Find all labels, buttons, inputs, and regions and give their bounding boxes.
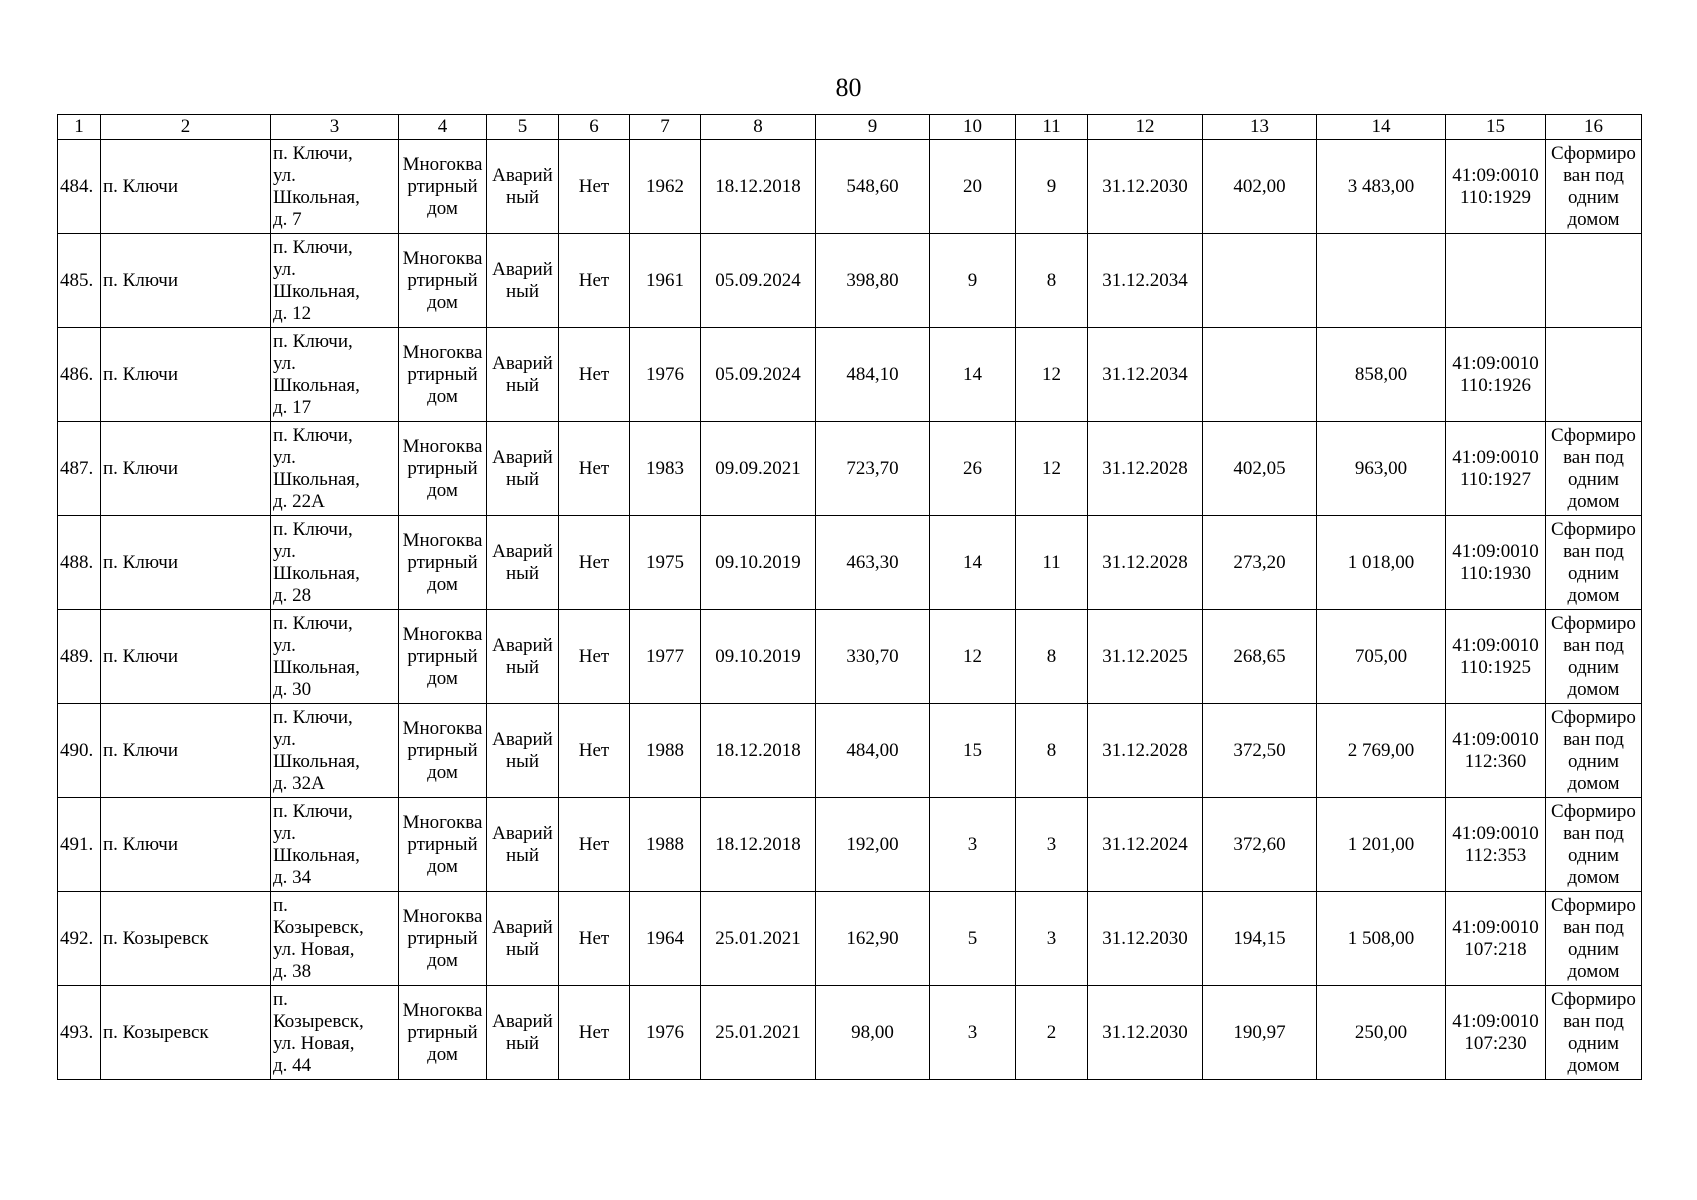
row-number: 484.	[58, 140, 101, 234]
col6-cell: Нет	[559, 140, 630, 234]
area-cell: 548,60	[816, 140, 930, 234]
deadline-cell: 31.12.2025	[1088, 610, 1203, 704]
col11-cell: 8	[1016, 234, 1088, 328]
note-cell: Сформиро ван под одним домом	[1546, 140, 1642, 234]
address-cell: п. Ключи, ул. Школьная, д. 7	[271, 140, 399, 234]
address-cell: п. Козыревск, ул. Новая, д. 38	[271, 892, 399, 986]
table-row	[58, 986, 1642, 1080]
note-cell: Сформиро ван под одним домом	[1546, 798, 1642, 892]
building-type-cell: Многоква ртирный дом	[399, 704, 487, 798]
col14-cell: 2 769,00	[1317, 704, 1446, 798]
build-year-cell: 1962	[630, 140, 701, 234]
col6-cell: Нет	[559, 234, 630, 328]
note-cell	[1546, 328, 1642, 422]
col10-cell: 15	[930, 704, 1016, 798]
page-number: 80	[835, 73, 862, 102]
cadastral-number-cell: 41:09:0010 110:1930	[1446, 516, 1546, 610]
col6-cell: Нет	[559, 422, 630, 516]
row-number: 493.	[58, 986, 101, 1080]
table-row	[58, 234, 1642, 328]
col13-cell: 402,00	[1203, 140, 1317, 234]
col11-cell: 8	[1016, 704, 1088, 798]
column-number: 15	[1446, 115, 1546, 140]
column-number: 2	[101, 115, 271, 140]
table-row	[58, 516, 1642, 610]
table-body	[58, 140, 1642, 1080]
condition-cell: Аварий ный	[487, 422, 559, 516]
cadastral-number-cell: 41:09:0010 112:360	[1446, 704, 1546, 798]
column-number: 9	[816, 115, 930, 140]
address-cell: п. Ключи, ул. Школьная, д. 28	[271, 516, 399, 610]
area-cell: 484,00	[816, 704, 930, 798]
build-year-cell: 1977	[630, 610, 701, 704]
col10-cell: 14	[930, 328, 1016, 422]
col11-cell: 8	[1016, 610, 1088, 704]
building-type-cell: Многоква ртирный дом	[399, 516, 487, 610]
col14-cell: 1 018,00	[1317, 516, 1446, 610]
table-row	[58, 610, 1642, 704]
build-year-cell: 1988	[630, 704, 701, 798]
col13-cell: 372,60	[1203, 798, 1317, 892]
recognition-date-cell: 05.09.2024	[701, 328, 816, 422]
build-year-cell: 1976	[630, 328, 701, 422]
note-cell: Сформиро ван под одним домом	[1546, 892, 1642, 986]
settlement-cell: п. Ключи	[101, 328, 271, 422]
settlement-cell: п. Ключи	[101, 140, 271, 234]
address-cell: п. Козыревск, ул. Новая, д. 44	[271, 986, 399, 1080]
row-number: 487.	[58, 422, 101, 516]
col13-cell: 273,20	[1203, 516, 1317, 610]
col11-cell: 3	[1016, 798, 1088, 892]
row-number: 491.	[58, 798, 101, 892]
address-cell: п. Ключи, ул. Школьная, д. 22А	[271, 422, 399, 516]
col10-cell: 14	[930, 516, 1016, 610]
table-row	[58, 704, 1642, 798]
cadastral-number-cell: 41:09:0010 110:1929	[1446, 140, 1546, 234]
col14-cell: 1 508,00	[1317, 892, 1446, 986]
col14-cell: 858,00	[1317, 328, 1446, 422]
note-cell: Сформиро ван под одним домом	[1546, 704, 1642, 798]
condition-cell: Аварий ный	[487, 798, 559, 892]
build-year-cell: 1961	[630, 234, 701, 328]
area-cell: 162,90	[816, 892, 930, 986]
col10-cell: 9	[930, 234, 1016, 328]
col10-cell: 5	[930, 892, 1016, 986]
building-type-cell: Многоква ртирный дом	[399, 328, 487, 422]
deadline-cell: 31.12.2030	[1088, 140, 1203, 234]
column-number: 16	[1546, 115, 1642, 140]
table-row	[58, 798, 1642, 892]
column-number: 7	[630, 115, 701, 140]
column-number: 12	[1088, 115, 1203, 140]
recognition-date-cell: 09.10.2019	[701, 516, 816, 610]
table-row	[58, 422, 1642, 516]
deadline-cell: 31.12.2028	[1088, 704, 1203, 798]
recognition-date-cell: 09.10.2019	[701, 610, 816, 704]
address-cell: п. Ключи, ул. Школьная, д. 34	[271, 798, 399, 892]
col6-cell: Нет	[559, 704, 630, 798]
col14-cell	[1317, 234, 1446, 328]
settlement-cell: п. Ключи	[101, 610, 271, 704]
area-cell: 484,10	[816, 328, 930, 422]
cadastral-number-cell: 41:09:0010 110:1925	[1446, 610, 1546, 704]
settlement-cell: п. Козыревск	[101, 986, 271, 1080]
condition-cell: Аварий ный	[487, 892, 559, 986]
column-number: 4	[399, 115, 487, 140]
column-number: 11	[1016, 115, 1088, 140]
col6-cell: Нет	[559, 610, 630, 704]
column-number: 5	[487, 115, 559, 140]
column-number: 3	[271, 115, 399, 140]
building-type-cell: Многоква ртирный дом	[399, 892, 487, 986]
col14-cell: 3 483,00	[1317, 140, 1446, 234]
column-number: 6	[559, 115, 630, 140]
building-type-cell: Многоква ртирный дом	[399, 140, 487, 234]
recognition-date-cell: 09.09.2021	[701, 422, 816, 516]
recognition-date-cell: 18.12.2018	[701, 798, 816, 892]
condition-cell: Аварий ный	[487, 328, 559, 422]
table-row	[58, 140, 1642, 234]
cadastral-number-cell: 41:09:0010 107:230	[1446, 986, 1546, 1080]
settlement-cell: п. Ключи	[101, 516, 271, 610]
deadline-cell: 31.12.2024	[1088, 798, 1203, 892]
note-cell: Сформиро ван под одним домом	[1546, 422, 1642, 516]
col10-cell: 12	[930, 610, 1016, 704]
col11-cell: 3	[1016, 892, 1088, 986]
col13-cell: 372,50	[1203, 704, 1317, 798]
deadline-cell: 31.12.2028	[1088, 422, 1203, 516]
deadline-cell: 31.12.2030	[1088, 986, 1203, 1080]
condition-cell: Аварий ный	[487, 986, 559, 1080]
row-number: 492.	[58, 892, 101, 986]
column-number: 10	[930, 115, 1016, 140]
building-type-cell: Многоква ртирный дом	[399, 986, 487, 1080]
row-number: 485.	[58, 234, 101, 328]
recognition-date-cell: 18.12.2018	[701, 140, 816, 234]
building-type-cell: Многоква ртирный дом	[399, 234, 487, 328]
settlement-cell: п. Ключи	[101, 234, 271, 328]
cadastral-number-cell	[1446, 234, 1546, 328]
build-year-cell: 1983	[630, 422, 701, 516]
col14-cell: 963,00	[1317, 422, 1446, 516]
col11-cell: 11	[1016, 516, 1088, 610]
building-type-cell: Многоква ртирный дом	[399, 798, 487, 892]
area-cell: 192,00	[816, 798, 930, 892]
recognition-date-cell: 25.01.2021	[701, 986, 816, 1080]
settlement-cell: п. Ключи	[101, 422, 271, 516]
recognition-date-cell: 18.12.2018	[701, 704, 816, 798]
column-number: 1	[58, 115, 101, 140]
building-type-cell: Многоква ртирный дом	[399, 422, 487, 516]
condition-cell: Аварий ный	[487, 140, 559, 234]
build-year-cell: 1964	[630, 892, 701, 986]
condition-cell: Аварий ный	[487, 610, 559, 704]
col11-cell: 2	[1016, 986, 1088, 1080]
note-cell	[1546, 234, 1642, 328]
col10-cell: 26	[930, 422, 1016, 516]
recognition-date-cell: 05.09.2024	[701, 234, 816, 328]
deadline-cell: 31.12.2028	[1088, 516, 1203, 610]
deadline-cell: 31.12.2034	[1088, 234, 1203, 328]
building-type-cell: Многоква ртирный дом	[399, 610, 487, 704]
col10-cell: 3	[930, 986, 1016, 1080]
condition-cell: Аварий ный	[487, 516, 559, 610]
column-number: 13	[1203, 115, 1317, 140]
row-number: 490.	[58, 704, 101, 798]
col13-cell: 268,65	[1203, 610, 1317, 704]
address-cell: п. Ключи, ул. Школьная, д. 17	[271, 328, 399, 422]
area-cell: 463,30	[816, 516, 930, 610]
note-cell: Сформиро ван под одним домом	[1546, 986, 1642, 1080]
col6-cell: Нет	[559, 516, 630, 610]
deadline-cell: 31.12.2034	[1088, 328, 1203, 422]
condition-cell: Аварий ный	[487, 234, 559, 328]
build-year-cell: 1975	[630, 516, 701, 610]
col13-cell	[1203, 328, 1317, 422]
cadastral-number-cell: 41:09:0010 107:218	[1446, 892, 1546, 986]
area-cell: 398,80	[816, 234, 930, 328]
col6-cell: Нет	[559, 892, 630, 986]
col14-cell: 705,00	[1317, 610, 1446, 704]
col6-cell: Нет	[559, 798, 630, 892]
col14-cell: 250,00	[1317, 986, 1446, 1080]
settlement-cell: п. Козыревск	[101, 892, 271, 986]
note-cell: Сформиро ван под одним домом	[1546, 610, 1642, 704]
address-cell: п. Ключи, ул. Школьная, д. 30	[271, 610, 399, 704]
cadastral-number-cell: 41:09:0010 110:1927	[1446, 422, 1546, 516]
address-cell: п. Ключи, ул. Школьная, д. 12	[271, 234, 399, 328]
deadline-cell: 31.12.2030	[1088, 892, 1203, 986]
area-cell: 330,70	[816, 610, 930, 704]
recognition-date-cell: 25.01.2021	[701, 892, 816, 986]
settlement-cell: п. Ключи	[101, 798, 271, 892]
col11-cell: 9	[1016, 140, 1088, 234]
column-number-row	[58, 115, 1642, 140]
column-number: 8	[701, 115, 816, 140]
col6-cell: Нет	[559, 986, 630, 1080]
col14-cell: 1 201,00	[1317, 798, 1446, 892]
build-year-cell: 1976	[630, 986, 701, 1080]
col13-cell: 402,05	[1203, 422, 1317, 516]
col13-cell	[1203, 234, 1317, 328]
housing-registry-table	[57, 114, 1642, 1080]
col11-cell: 12	[1016, 328, 1088, 422]
build-year-cell: 1988	[630, 798, 701, 892]
settlement-cell: п. Ключи	[101, 704, 271, 798]
row-number: 486.	[58, 328, 101, 422]
note-cell: Сформиро ван под одним домом	[1546, 516, 1642, 610]
table-row	[58, 328, 1642, 422]
row-number: 488.	[58, 516, 101, 610]
col13-cell: 194,15	[1203, 892, 1317, 986]
col13-cell: 190,97	[1203, 986, 1317, 1080]
col10-cell: 20	[930, 140, 1016, 234]
col10-cell: 3	[930, 798, 1016, 892]
area-cell: 98,00	[816, 986, 930, 1080]
address-cell: п. Ключи, ул. Школьная, д. 32А	[271, 704, 399, 798]
column-number: 14	[1317, 115, 1446, 140]
cadastral-number-cell: 41:09:0010 110:1926	[1446, 328, 1546, 422]
col11-cell: 12	[1016, 422, 1088, 516]
table-row	[58, 892, 1642, 986]
row-number: 489.	[58, 610, 101, 704]
cadastral-number-cell: 41:09:0010 112:353	[1446, 798, 1546, 892]
condition-cell: Аварий ный	[487, 704, 559, 798]
area-cell: 723,70	[816, 422, 930, 516]
col6-cell: Нет	[559, 328, 630, 422]
